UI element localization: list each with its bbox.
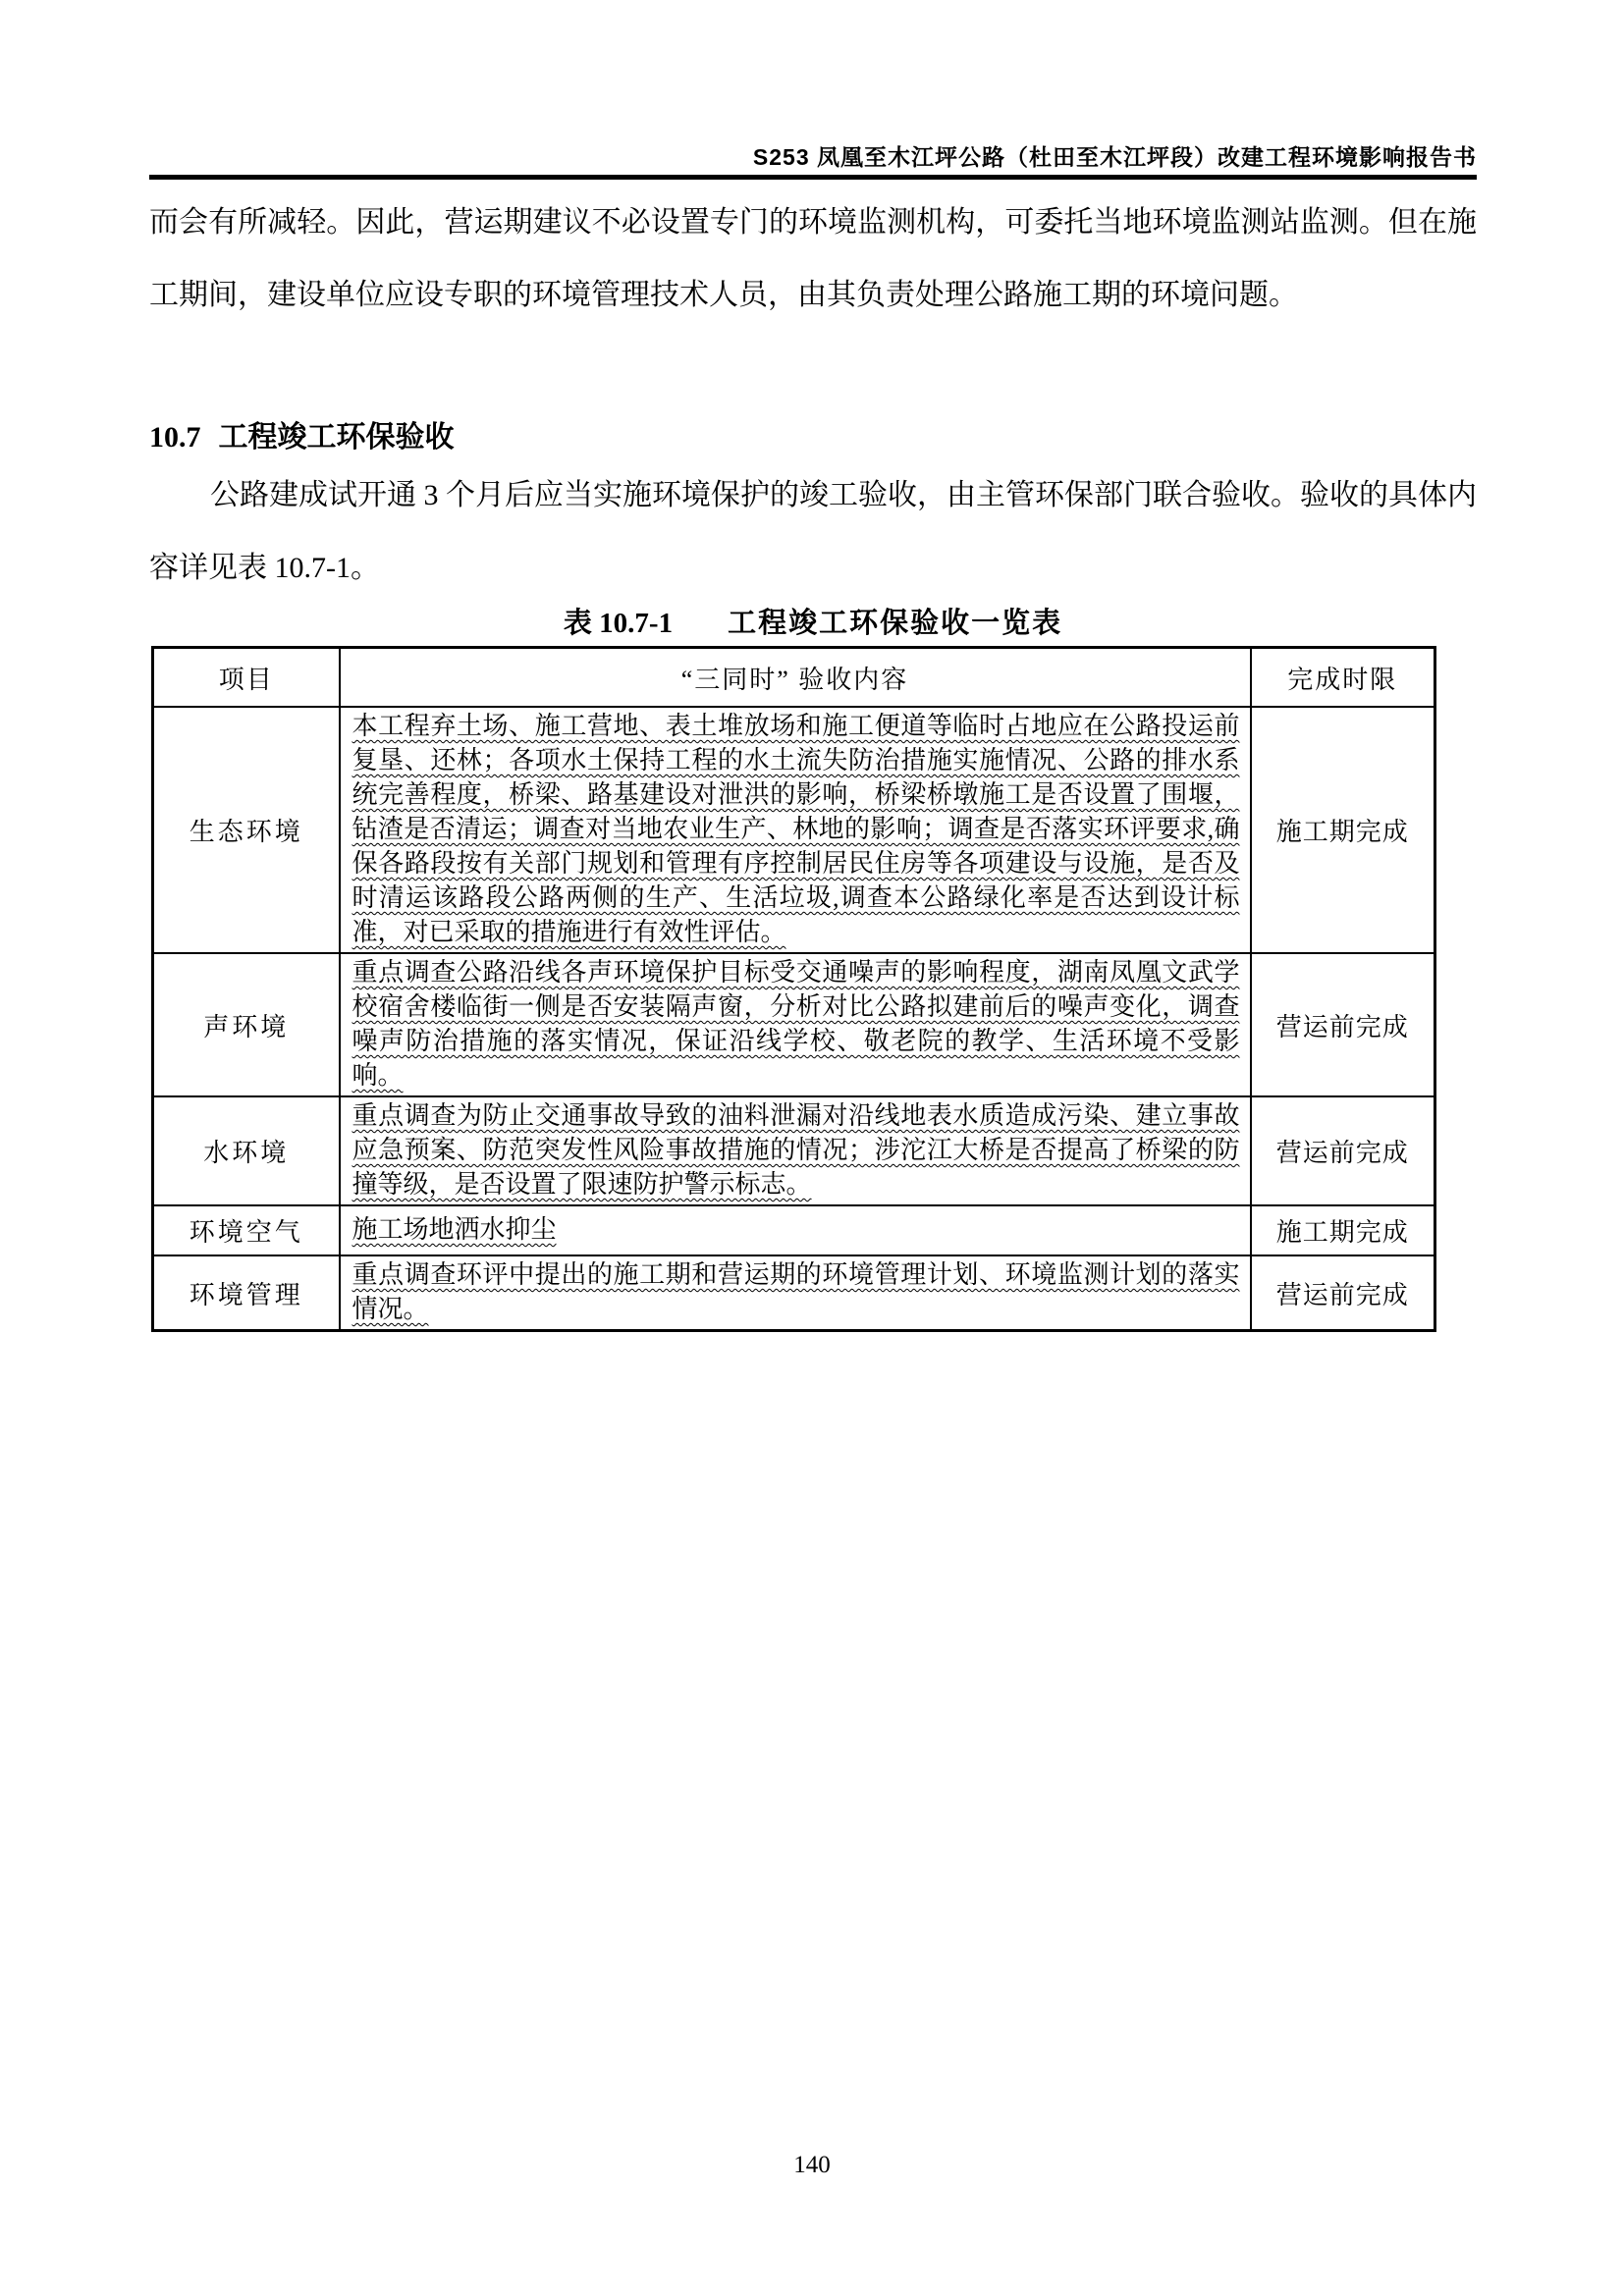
table-caption-title: 工程竣工环保验收一览表 bbox=[728, 608, 1063, 639]
content-text: 重点调查环评中提出的施工期和营运期的环境管理计划、环境监测计划的落实情况。 bbox=[352, 1260, 1240, 1323]
item-cell: 环境空气 bbox=[153, 1205, 340, 1255]
section-heading bbox=[149, 412, 1477, 455]
col-header-deadline: 完成时限 bbox=[1251, 648, 1435, 708]
content-cell bbox=[340, 1096, 1251, 1205]
acceptance-table bbox=[151, 646, 1436, 1332]
table-row-ecology bbox=[153, 707, 1435, 953]
table-row-management bbox=[153, 1255, 1435, 1331]
section-number: 10.7 bbox=[149, 421, 201, 454]
deadline-cell: 施工期完成 bbox=[1251, 1205, 1435, 1255]
table-caption-label: 表 10.7-1 bbox=[563, 608, 674, 639]
section-title: 工程竣工环保验收 bbox=[218, 421, 455, 454]
content-cell bbox=[340, 1205, 1251, 1255]
table-row-air bbox=[153, 1205, 1435, 1255]
col-header-item: 项目 bbox=[153, 648, 340, 708]
deadline-cell: 营运前完成 bbox=[1251, 953, 1435, 1096]
deadline-cell: 施工期完成 bbox=[1251, 707, 1435, 953]
deadline-cell: 营运前完成 bbox=[1251, 1096, 1435, 1205]
header-divider-rule bbox=[149, 175, 1477, 180]
table-header-row bbox=[153, 648, 1435, 708]
body-paragraph-2: 公路建成试开通 3 个月后应当实施环境保护的竣工验收，由主管环保部门联合验收。验收的具体内容详见表 10.7-1。 bbox=[149, 479, 1477, 584]
content-cell bbox=[340, 1255, 1251, 1331]
table-row-water bbox=[153, 1096, 1435, 1205]
body-paragraph-1: 而会有所减轻。因此，营运期建议不必设置专门的环境监测机构，可委托当地环境监测站监测。但在施工期间，建设单位应设专职的环境管理技术人员，由其负责处理公路施工期的环境问题。 bbox=[149, 206, 1477, 311]
item-cell: 生态环境 bbox=[153, 707, 340, 953]
item-cell: 声环境 bbox=[153, 953, 340, 1096]
content-text: 施工场地洒水抑尘 bbox=[352, 1215, 557, 1244]
content-text: 重点调查公路沿线各声环境保护目标受交通噪声的影响程度，湖南凤凰文武学校宿舍楼临街一侧是否安装隔声窗，分析对比公路拟建前后的噪声变化，调查噪声防治措施的落实情况，保证沿线学校、敬老院的教学、生活环境不受影响。 bbox=[352, 958, 1240, 1090]
content-cell bbox=[340, 707, 1251, 953]
document-header-title: S253 凤凰至木江坪公路（杜田至木江坪段）改建工程环境影响报告书 bbox=[752, 144, 1477, 170]
page-number: 140 bbox=[793, 2152, 831, 2178]
table-caption bbox=[149, 601, 1477, 641]
content-text: 重点调查为防止交通事故导致的油料泄漏对沿线地表水质造成污染、建立事故应急预案、防范突发性风险事故措施的情况；涉沱江大桥是否提高了桥梁的防撞等级，是否设置了限速防护警示标志。 bbox=[352, 1101, 1240, 1199]
deadline-cell: 营运前完成 bbox=[1251, 1255, 1435, 1331]
item-cell: 水环境 bbox=[153, 1096, 340, 1205]
content-cell bbox=[340, 953, 1251, 1096]
item-cell: 环境管理 bbox=[153, 1255, 340, 1331]
col-header-content: “三同时” 验收内容 bbox=[340, 648, 1251, 708]
content-text: 本工程弃土场、施工营地、表土堆放场和施工便道等临时占地应在公路投运前复垦、还林；各项水土保持工程的水土流失防治措施实施情况、公路的排水系统完善程度，桥梁、路基建设对泄洪的影响，桥梁桥墩施工是否设置了围堰，钻渣是否清运；调查对当地农业生产、林地的影响；调查是否落实环评要求,确保各路段按有关部门规划和管理有序控制居民住房等各项建设与设施，是否及时清运该路段公路两侧的生产、生活垃圾,调查本公路绿化率是否达到设计标准，对已采取的措施进行有效性评估。 bbox=[352, 712, 1240, 946]
table-row-noise bbox=[153, 953, 1435, 1096]
